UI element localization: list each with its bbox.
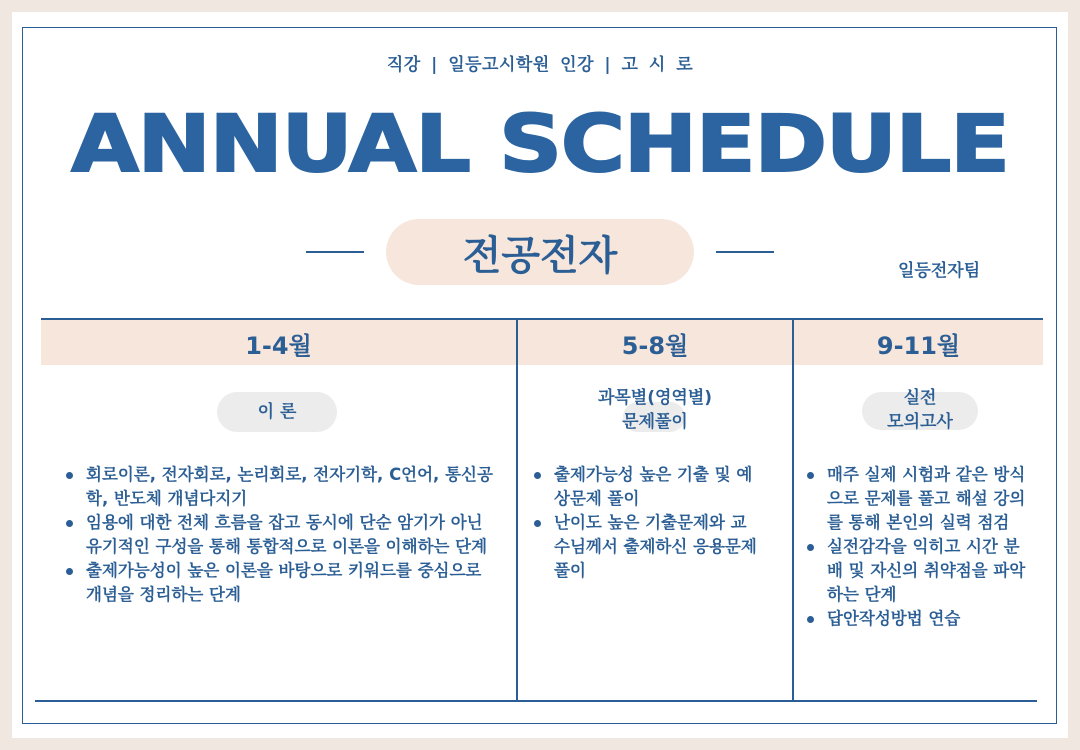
- items-list-3: [803, 463, 1035, 631]
- page-title: ANNUAL SCHEDULE: [71, 100, 1009, 190]
- period-header-3: 9-11월: [876, 331, 961, 360]
- stage-tag-label: 실전: [903, 388, 937, 408]
- column-divider-1: [516, 318, 518, 702]
- subject-pill: 전공전자: [386, 219, 694, 285]
- list-item: 출제가능성이 높은 이론을 바탕으로 키워드를 중심으로 개념을 정리하는 단계: [62, 559, 494, 607]
- title-dash-left: [306, 251, 364, 253]
- stage-tag-theory: [217, 392, 337, 432]
- stage-tag-label: 과목별(영역별): [597, 388, 713, 408]
- list-item: 회로이론, 전자회로, 논리회로, 전자기학, C언어, 통신공학, 반도체 개념다지기: [62, 463, 494, 511]
- list-item: 난이도 높은 기출문제와 교수님께서 출제하신 응용문제풀이: [530, 511, 762, 583]
- table-bottom-border: [35, 700, 1037, 702]
- stage-tag-label: 문제풀이: [622, 412, 688, 432]
- column-divider-2: [792, 318, 794, 702]
- list-item: 출제가능성 높은 기출 및 예상문제 풀이: [530, 463, 762, 511]
- stage-tag-problems: [585, 386, 725, 434]
- period-header-1: 1-4월: [245, 331, 312, 360]
- academy-topline: 직강 | 일등고시학원 인강 | 고 시 로: [386, 55, 694, 75]
- list-item: 매주 실제 시험과 같은 방식으로 문제를 풀고 해설 강의를 통해 본인의 실력 점검: [803, 463, 1035, 535]
- stage-tag-label: 이 론: [257, 402, 297, 422]
- list-item: 실전감각을 익히고 시간 분배 및 자신의 취약점을 파악하는 단계: [803, 535, 1035, 607]
- stage-tag-label: 모의고사: [887, 412, 953, 432]
- items-list-1: [62, 463, 494, 607]
- items-list-2: [530, 463, 762, 583]
- team-name: 일등전자팀: [898, 261, 981, 281]
- list-item: 답안작성방법 연습: [803, 607, 1035, 631]
- list-item: 임용에 대한 전체 흐름을 잡고 동시에 단순 암기가 아닌 유기적인 구성을 통해 통합적으로 이론을 이해하는 단계: [62, 511, 494, 559]
- period-header-2: 5-8월: [621, 331, 689, 360]
- title-dash-right: [716, 251, 774, 253]
- stage-tag-mock-exam: [860, 386, 980, 434]
